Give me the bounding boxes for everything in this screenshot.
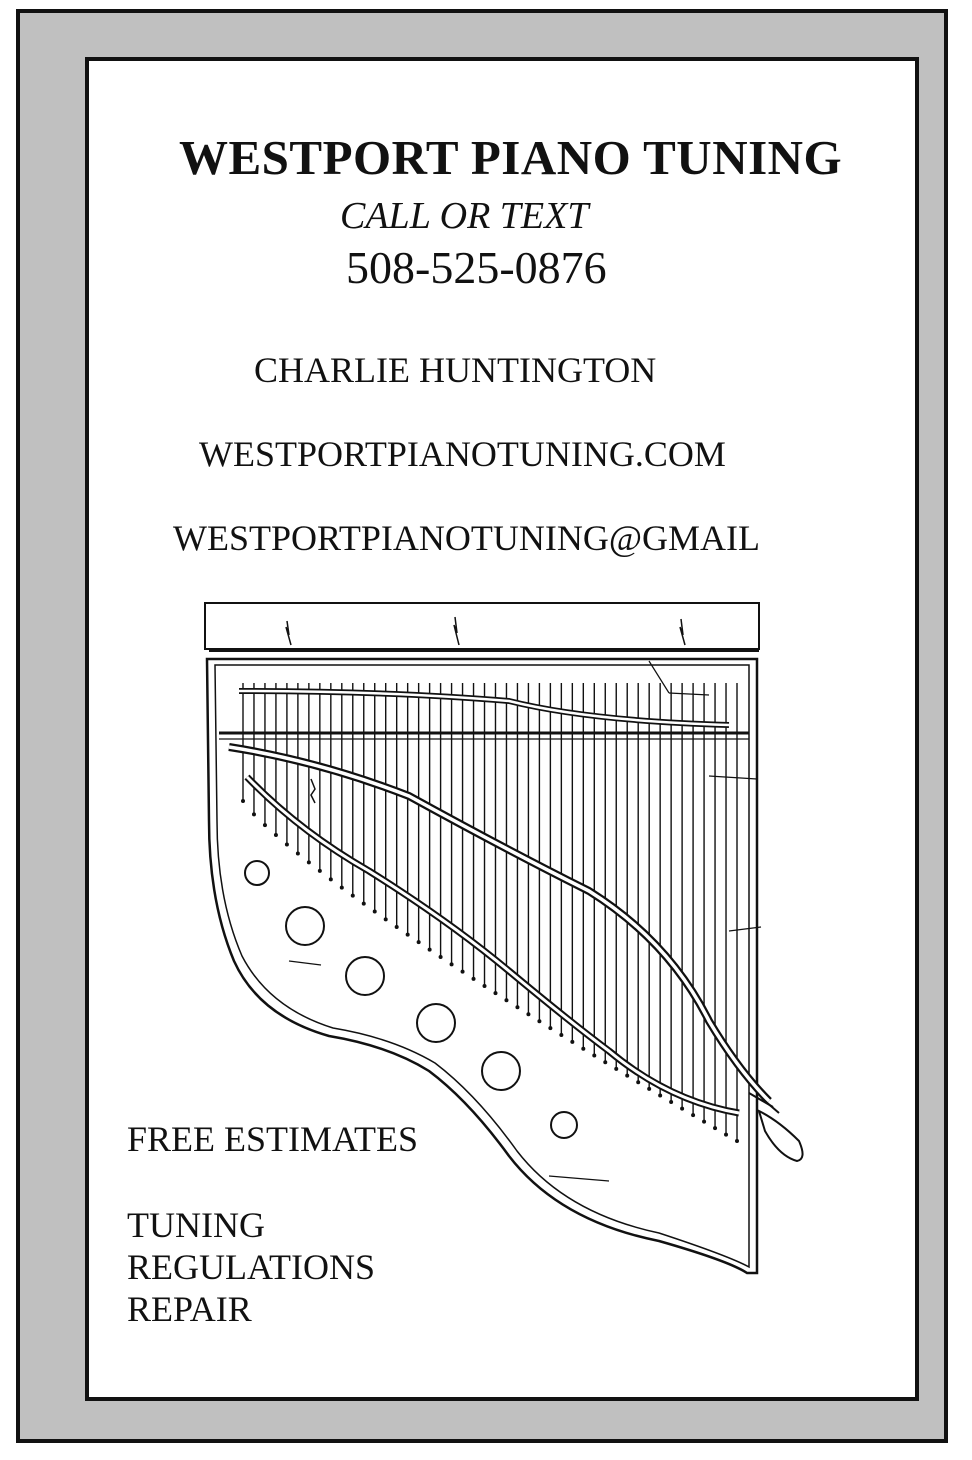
call-prompt: CALL OR TEXT	[340, 195, 589, 237]
hitch-pin	[548, 1026, 552, 1030]
hitch-pin	[472, 977, 476, 981]
hitch-pin	[450, 962, 454, 966]
hitch-pin	[373, 910, 377, 914]
hitch-pin	[625, 1074, 629, 1078]
hitch-pin	[724, 1133, 728, 1137]
free-estimates-offer: FREE ESTIMATES	[127, 1119, 419, 1159]
hitch-pin	[537, 1019, 541, 1023]
hitch-pin	[329, 877, 333, 881]
hitch-pin	[570, 1040, 574, 1044]
hitch-pin	[285, 842, 289, 846]
hitch-pin	[702, 1120, 706, 1124]
hitch-pin	[395, 925, 399, 929]
business-name: WESTPORT PIANO TUNING	[179, 130, 843, 185]
hitch-pin	[713, 1126, 717, 1130]
hitch-pin	[351, 894, 355, 898]
hitch-pin	[526, 1012, 530, 1016]
service-repair: REPAIR	[127, 1289, 252, 1329]
email-address: WESTPORTPIANOTUNING@GMAIL	[173, 518, 760, 558]
website-address: WESTPORTPIANOTUNING.COM	[199, 434, 726, 474]
hitch-pin	[647, 1087, 651, 1091]
pinblock	[205, 603, 759, 651]
hitch-pin	[417, 940, 421, 944]
service-tuning: TUNING	[127, 1205, 265, 1245]
services-list	[127, 1204, 375, 1330]
bridges	[229, 691, 769, 1113]
owner-name: CHARLIE HUNTINGTON	[254, 350, 657, 390]
hitch-pin	[592, 1053, 596, 1057]
hitch-pin	[658, 1093, 662, 1097]
hitch-pin	[680, 1107, 684, 1111]
hitch-pin	[318, 869, 322, 873]
hitch-pin	[735, 1139, 739, 1143]
hitch-pin	[384, 917, 388, 921]
hitch-pin	[428, 948, 432, 952]
hitch-pin	[252, 812, 256, 816]
hitch-pin	[362, 902, 366, 906]
hitch-pin	[274, 833, 278, 837]
hitch-pin	[406, 933, 410, 937]
phone-number: 508-525-0876	[346, 242, 607, 293]
hitch-pin	[559, 1033, 563, 1037]
hitch-pin	[439, 955, 443, 959]
service-regulations: REGULATIONS	[127, 1247, 375, 1287]
hitch-pin	[603, 1060, 607, 1064]
hitch-pin	[614, 1067, 618, 1071]
hitch-pin	[296, 852, 300, 856]
hitch-pin	[636, 1080, 640, 1084]
business-card	[85, 57, 919, 1401]
hitch-pin	[581, 1047, 585, 1051]
plate-holes	[245, 861, 577, 1138]
hitch-pin	[493, 991, 497, 995]
hitch-pin	[504, 998, 508, 1002]
hitch-pin	[669, 1100, 673, 1104]
hitch-pin	[515, 1005, 519, 1009]
hitch-pin	[263, 823, 267, 827]
hitch-pin	[307, 860, 311, 864]
hitch-pin	[241, 799, 245, 803]
outer-frame	[16, 9, 948, 1443]
hitch-pin	[340, 886, 344, 890]
hitch-pin	[461, 970, 465, 974]
hitch-pin	[691, 1113, 695, 1117]
hitch-pin	[483, 984, 487, 988]
piano-harp-icon	[89, 61, 915, 1397]
